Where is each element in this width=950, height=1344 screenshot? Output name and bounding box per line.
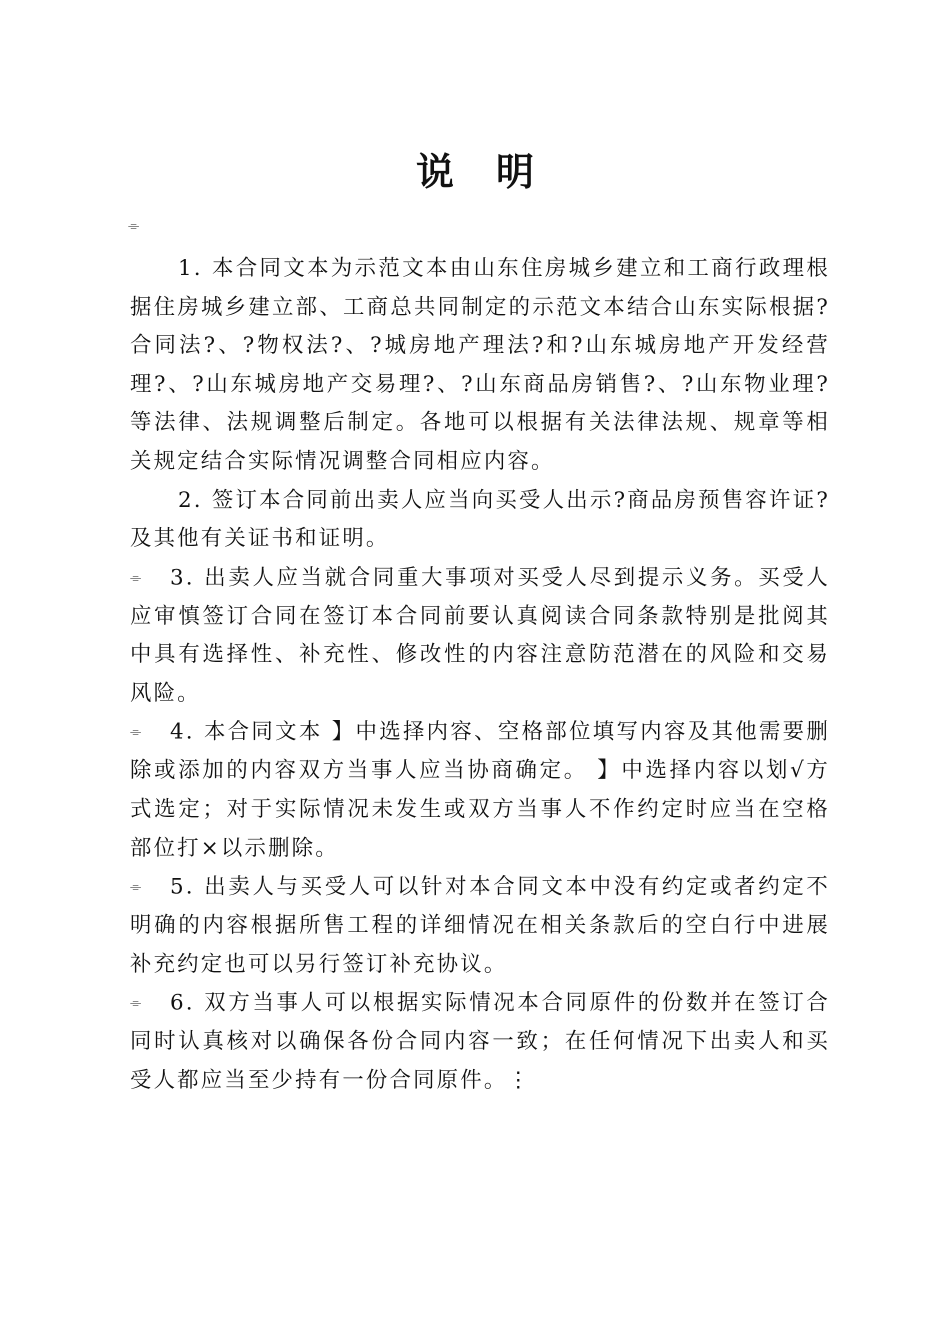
- paragraph-marker: ⌯: [130, 569, 142, 586]
- paragraph-3: [130, 559, 830, 714]
- paragraph-2: [130, 482, 830, 559]
- document-body: [130, 250, 830, 1100]
- paragraph-marker: ⌯: [128, 218, 140, 234]
- paragraph-4: [130, 713, 830, 868]
- paragraph-6: [130, 984, 830, 1100]
- paragraph-1: [130, 250, 830, 482]
- paragraph-marker: ⌯: [130, 995, 142, 1012]
- paragraph-text: 4. 本合同文本 】中选择内容、空格部位填写内容及其他需要删除或添加的内容双方当事人应当协商确定。 】中选择内容以划√方式选定；对于实际情况未发生或双方当事人不作约定时应当在空格部位打×以示删除。: [130, 719, 830, 861]
- paragraph-text: 3. 出卖人应当就合同重大事项对买受人尽到提示义务。买受人应审慎签订合同在签订本合同前要认真阅读合同条款特别是批阅其中具有选择性、补充性、修改性的内容注意防范潜在的风险和交易风险。: [130, 565, 830, 706]
- paragraph-text: 2. 签订本合同前出卖人应当向买受人出示?商品房预售容许证?及其他有关证书和证明。: [130, 487, 830, 552]
- paragraph-text: 1. 本合同文本为示范文本由山东住房城乡建立和工商行政理根据住房城乡建立部、工商总共同制定的示范文本结合山东实际根据?合同法?、?物权法?、?城房地产理法?和?山东城房地产开发经营理?、?山东城房地产交易理?、?山东商品房销售?、?山东物业理?等法律、法规调整后制定。各地可以根据有关法律法规、规章等相关规定结合实际情况调整合同相应内容。: [130, 256, 830, 474]
- paragraph-marker: ⌯: [130, 724, 142, 741]
- paragraph-marker: ⌯: [130, 879, 142, 896]
- page-title: 说明: [415, 149, 576, 194]
- paragraph-text: 5. 出卖人与买受人可以针对本合同文本中没有约定或者约定不明确的内容根据所售工程的详细情况在相关条款后的空白行中进展补充约定也可以另行签订补充协议。: [130, 874, 830, 977]
- paragraph-text: 6. 双方当事人可以根据实际情况本合同原件的份数并在签订合同时认真核对以确保各份合同内容一致；在任何情况下出卖人和买受人都应当至少持有一份合同原件。⋮: [130, 990, 830, 1093]
- paragraph-5: [130, 868, 830, 984]
